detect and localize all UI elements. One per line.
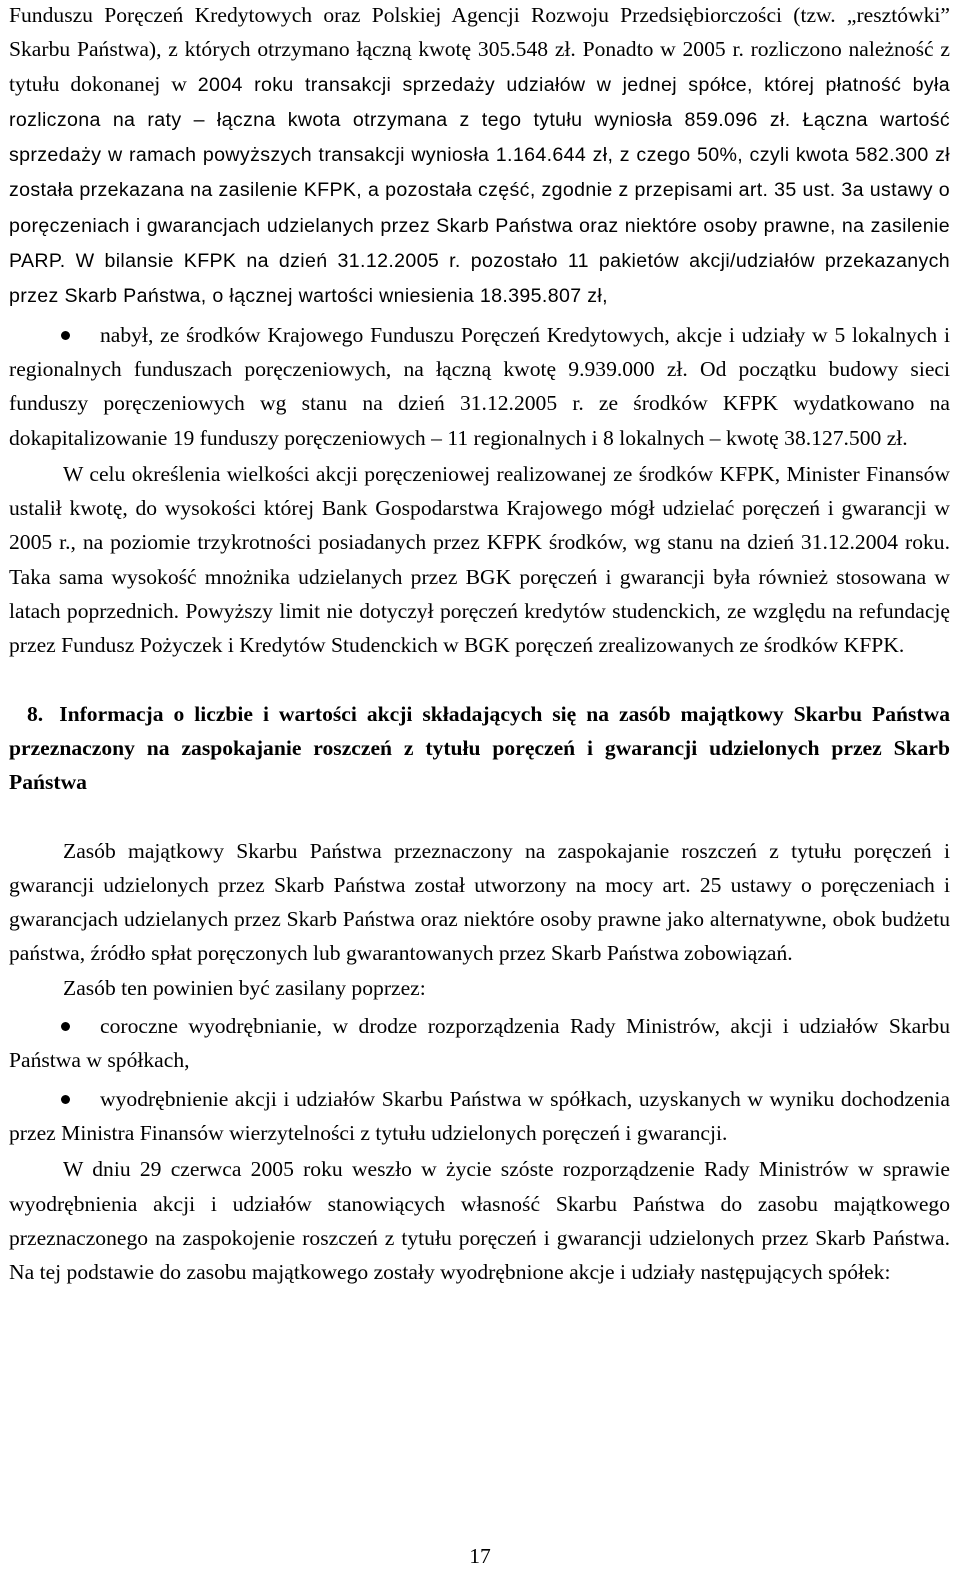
paragraph-zasob: Zasób majątkowy Skarbu Państwa przeznaczony na zaspokajanie roszczeń z tytułu poręczeń i gwarancji udzielonych przez Skarb Państwa został utworzony na mocy art. 25 ustawy o poręczeniach i gwarancjach udzielanych przez Skarb Państwa oraz niektóre osoby prawne jako alternatywne, obok budżetu państwa, źródło spłat poręczonych lub gwarantowanych przez Skarb Państwa zobowiązań. <box>9 838 950 966</box>
section-title: Informacja o liczbie i wartości akcji składających się na zasób majątkowy Skarbu Państwa przeznaczony na zaspokajanie roszczeń z tytułu poręczeń i gwarancji udzielonych przez Skarb Państwa <box>9 701 950 795</box>
intro-paragraph-sans-part: 2004 roku transakcji sprzedaży udziałów w jednej spółce, której płatność była rozliczona na raty – łączna kwota otrzymana z tego tytułu wyniosła 859.096 zł. Łączna wartość sprzedaży w ramach powyższych transakcji wyniosła 1.164.644 zł, z czego 50%, czyli kwota 582.300 zł została przekazana na zasilenie KFPK, a pozostała część, zgodnie z przepisami art. 35 ust. 3a ustawy o poręczeniach i gwarancjach udzielanych przez Skarb Państwa oraz niektóre osoby prawne, na zasilenie PARP. W bilansie KFPK na dzień 31.12.2005 r. pozostało 11 pakietów akcji/udziałów przekazanych przez Skarb Państwa, o łącznej wartości wniesienia 18.395.807 zł, <box>9 73 950 308</box>
section-number: 8. <box>27 701 44 726</box>
bullet-item-text: nabył, ze środków Krajowego Funduszu Poręczeń Kredytowych, akcje i udziały w 5 lokalnych i regionalnych funduszach poręczeniowych, na łączną kwotę 9.939.000 zł. Od początku budowy sieci funduszy poręczeniowych wg stanu na dzień 31.12.2005 r. ze środków KFPK wydatkowano na dokapitalizowanie 19 funduszy poręczeniowych – 11 regionalnych i 8 lokalnych – kwotę 38.127.500 zł. <box>9 322 950 450</box>
bullet-item-text: wyodrębnienie akcji i udziałów Skarbu Państwa w spółkach, uzyskanych w wyniku dochodzenia przez Ministra Finansów wierzytelności z tytułu udzielonych poręczeń i gwarancji. <box>9 1086 950 1145</box>
bullet-item-text: coroczne wyodrębnianie, w drodze rozporządzenia Rady Ministrów, akcji i udziałów Skarbu Państwa w spółkach, <box>9 1014 950 1073</box>
paragraph-limit: W celu określenia wielkości akcji poręczeniowej realizowanej ze środków KFPK, Minister Finansów ustalił kwotę, do wysokości której Bank Gospodarstwa Krajowego mógł udzielać poręczeń i gwarancji w 2005 r., na poziomie trzykrotności posiadanych przez KFPK środków, wg stanu na dzień 31.12.2004 roku. Taka sama wysokość mnożnika udzielanych przez BGK poręczeń i gwarancji była również stosowana w latach poprzednich. Powyższy limit nie dotyczył poręczeń kredytów studenckich, ze względu na refundację przez Fundusz Pożyczek i Kredytów Studenckich w BGK poręczeń zrealizowanych ze środków KFPK. <box>9 461 950 658</box>
bullet-dot-icon <box>61 331 70 340</box>
intro-paragraph-serif-part: Funduszu Poręczeń Kredytowych oraz Polskiej Agencji Rozwoju Przedsiębiorczości (tzw. „resztówki” Skarbu Państwa), z których otrzymano łączną kwotę 305.548 zł. Ponadto w 2005 r. rozliczono należność z tytułu dokonanej w <box>9 3 950 96</box>
bullet-dot-icon <box>61 1095 70 1104</box>
bullet-dot-icon <box>61 1022 70 1031</box>
document-page <box>9 0 950 1289</box>
bullet-item-wyodrebnienie <box>9 1082 950 1151</box>
section-heading <box>9 697 950 800</box>
intro-paragraph <box>9 0 950 314</box>
paragraph-rozporzadzenie: W dniu 29 czerwca 2005 roku weszło w życie szóste rozporządzenie Rady Ministrów w sprawie wyodrębnienia akcji i udziałów stanowiących własność Skarbu Państwa do zasobu majątkowego przeznaczonego na zaspokojenie roszczeń z tytułu poręczeń i gwarancji udzielonych przez Skarb Państwa. Na tej podstawie do zasobu majątkowego zostały wyodrębnione akcje i udziały następujących spółek: <box>9 1157 950 1285</box>
paragraph-zasilany: Zasób ten powinien być zasilany poprzez: <box>63 975 426 1000</box>
bullet-item-coroczne <box>9 1009 950 1078</box>
page-number: 17 <box>469 1544 491 1568</box>
bullet-item-kfpk <box>9 318 950 455</box>
